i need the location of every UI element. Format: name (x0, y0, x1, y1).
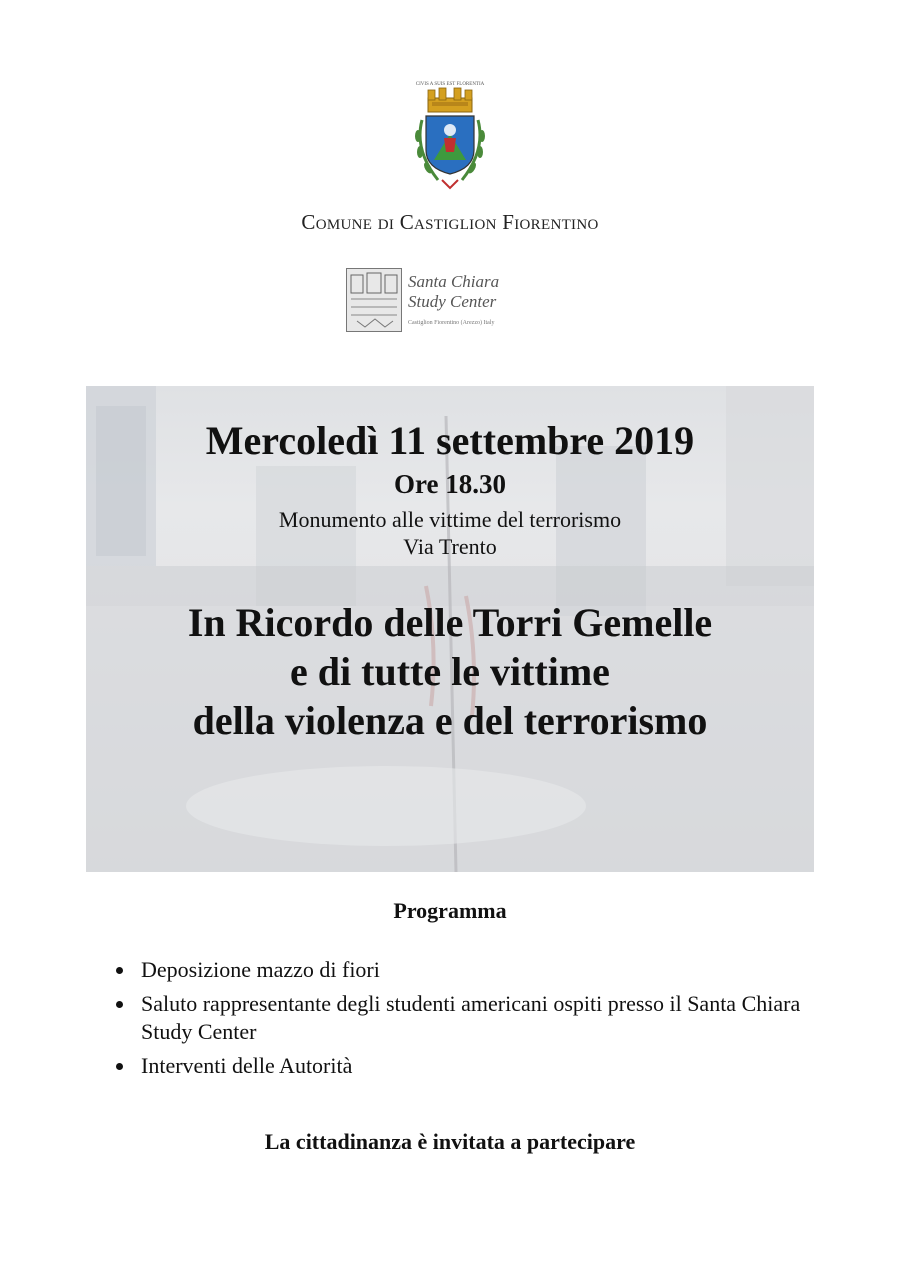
santa-chiara-emblem-icon (346, 268, 402, 332)
headline-line2: e di tutte le vittime (290, 649, 610, 694)
event-place-line1: Monumento alle vittime del terrorismo (278, 507, 622, 532)
organization-name: Comune di Castiglion Fiorentino (301, 210, 599, 234)
event-time: Ore 18.30 (394, 469, 506, 499)
event-place-line2: Via Trento (403, 534, 497, 559)
santa-chiara-location: Castiglion Fiorentino (Arezzo) Italy (408, 320, 495, 326)
program-item: Interventi delle Autorità (114, 1052, 834, 1080)
event-date: Mercoledì 11 settembre 2019 (205, 418, 695, 463)
program-item: Saluto rappresentante degli studenti americani ospiti presso il Santa Chiara Study Center (114, 990, 834, 1046)
program-list (114, 956, 834, 1086)
programma-title: Programma (393, 898, 507, 923)
invitation-text: La cittadinanza è invitata a partecipare (264, 1129, 636, 1154)
headline-line3: della violenza e del terrorismo (192, 698, 708, 743)
program-item: Deposizione mazzo di fiori (114, 956, 834, 984)
headline-line1: In Ricordo delle Torri Gemelle (187, 600, 713, 645)
svg-text:CIVIS A SUIS EST FLORENTIA: CIVIS A SUIS EST FLORENTIA (415, 82, 485, 87)
santa-chiara-logo (346, 268, 536, 334)
municipal-crest-logo (408, 76, 492, 194)
santa-chiara-line1: Santa Chiara (408, 272, 500, 291)
event-place (86, 506, 814, 560)
event-banner (86, 386, 814, 872)
headline (86, 598, 814, 745)
santa-chiara-line2: Study Center (408, 292, 497, 311)
